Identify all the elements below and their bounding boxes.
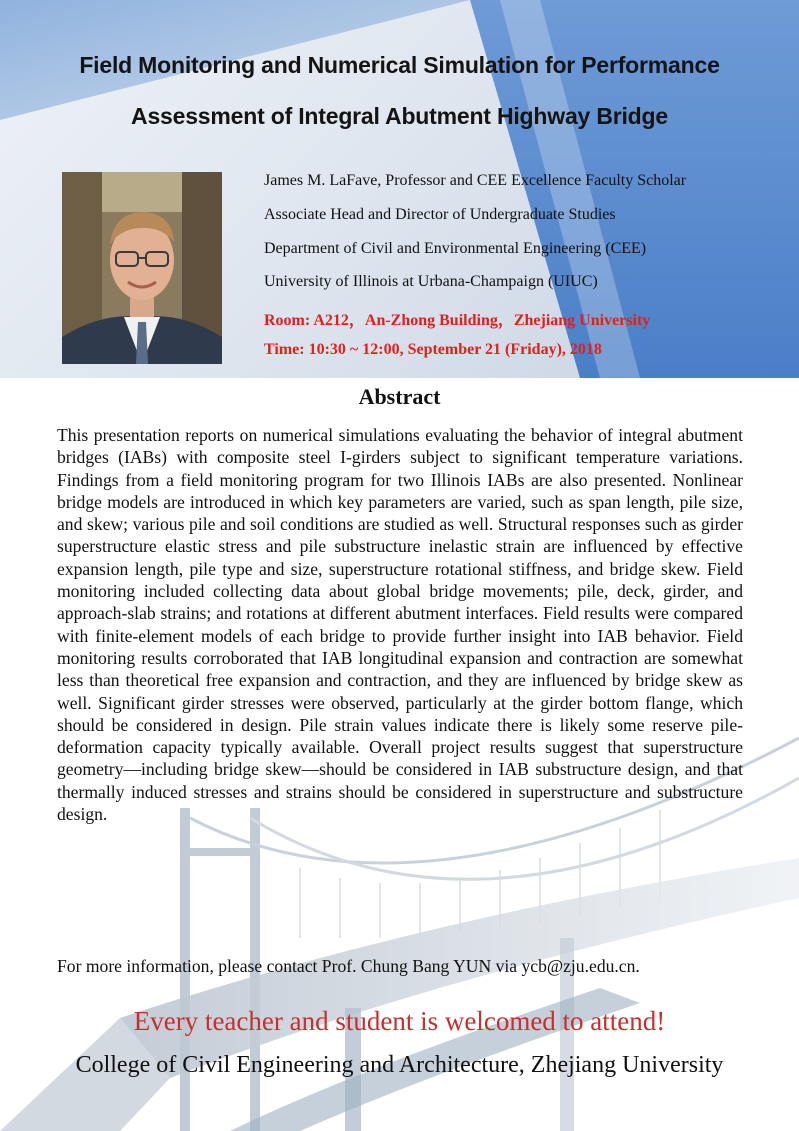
title-line-2: Assessment of Integral Abutment Highway Bridge xyxy=(131,103,668,129)
speaker-role: Associate Head and Director of Undergraduate Studies xyxy=(264,206,616,223)
title-line-1: Field Monitoring and Numerical Simulation for Performance xyxy=(79,52,720,78)
abstract-heading: Abstract xyxy=(358,384,441,409)
event-time: Time: 10:30 ~ 12:00, September 21 (Friday), 2018 xyxy=(264,341,602,358)
speaker-photo xyxy=(62,172,222,364)
speaker-name-title: James M. LaFave, Professor and CEE Excellence Faculty Scholar xyxy=(264,172,687,189)
college-name: College of Civil Engineering and Architecture, Zhejiang University xyxy=(75,1052,724,1078)
event-room: Room: A212，An-Zhong Building，Zhejiang University xyxy=(264,312,651,329)
contact-info: For more information, please contact Prof. Chung Bang YUN via ycb@zju.edu.cn. xyxy=(57,956,640,976)
welcome-message: Every teacher and student is welcomed to attend! xyxy=(133,1006,666,1036)
abstract-body: This presentation reports on numerical simulations evaluating the behavior of integral abutment bridges (IABs) with composite steel I-girders subject to significant temperature variations. Findings from a field monitoring program for two Illinois IABs are also presented. Nonlinear bridge models are introduced in which key parameters are varied, such as span length, pile size, and skew; various pile and soil conditions are studied as well. Structural responses such as girder superstructure elastic stress and pile substructure inelastic strain are influenced by effective expansion length, pile type and size, superstructure rotational stiffness, and bridge skew. Field monitoring included collecting data about global bridge movements; pile, deck, girder, and approach-slab strains; and rotations at different abutment interfaces. Field results were compared with finite-element models of each bridge to provide further insight into IAB behavior. Field monitoring results corroborated that IAB longitudinal expansion and contraction are somewhat less than theoretical free expansion and contraction, and they are influenced by bridge skew as well. Significant girder stresses were observed, particularly at the girder bottom flange, which should be considered in design. Pile strain values indicate there is likely some reserve pile-deformation capacity typically available. Overall project results suggest that superstructure geometry—including bridge skew—should be considered in IAB substructure design, and that thermally induced stresses and strains should be considered in superstructure and substructure design. xyxy=(57,425,743,825)
speaker-university: University of Illinois at Urbana-Champaign (UIUC) xyxy=(264,273,598,290)
speaker-department: Department of Civil and Environmental Engineering (CEE) xyxy=(264,240,647,257)
